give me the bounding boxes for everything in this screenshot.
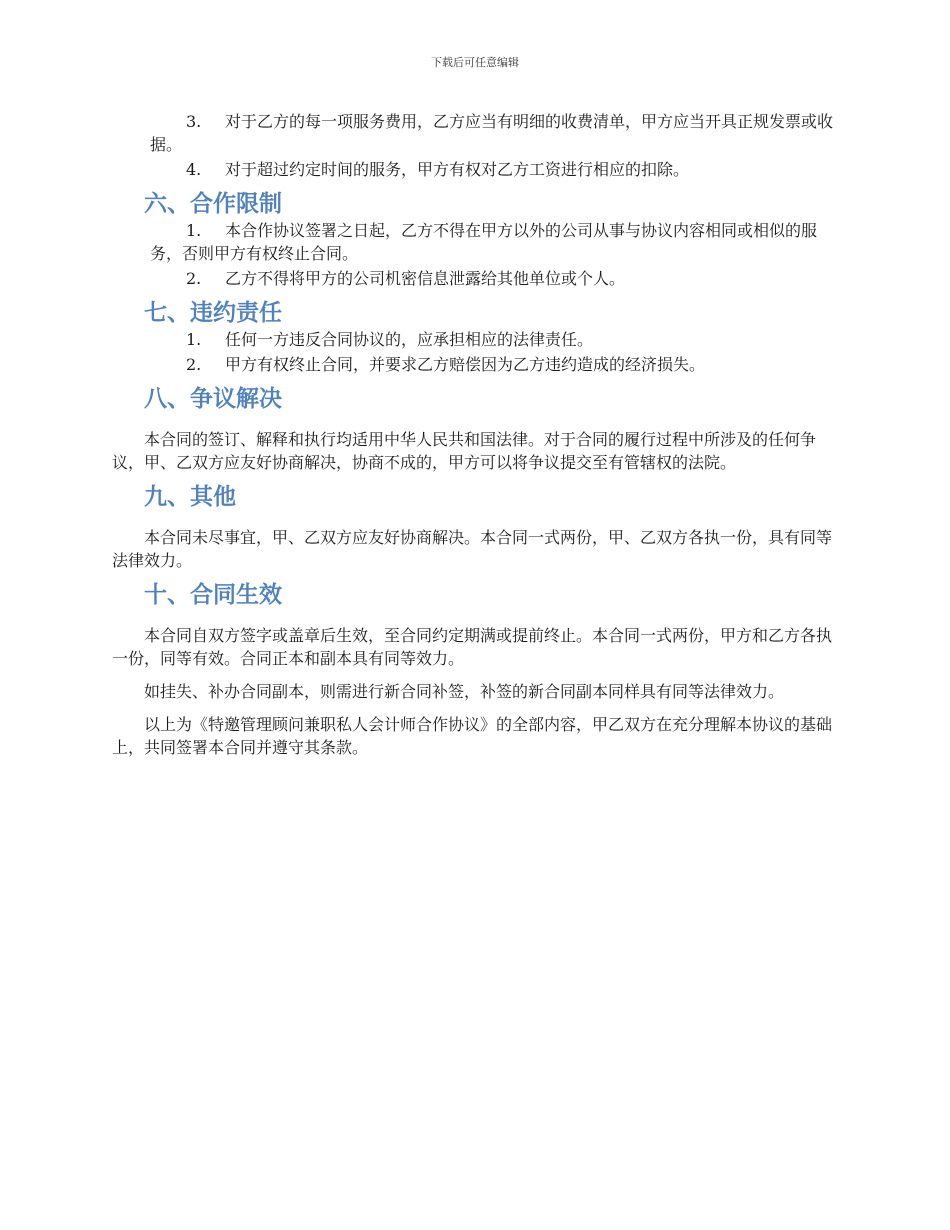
page-header: 下载后可任意编辑 (431, 56, 519, 69)
paragraph: 本合同自双方签字或盖章后生效，至合同约定期满或提前终止。本合同一式两份，甲方和乙方各执一份，同等有效。合同正本和副本具有同等效力。 (112, 626, 833, 668)
section-heading-breach-liability: 七、违约责任 (144, 300, 282, 326)
list-item: 1. 本合作协议签署之日起，乙方不得在甲方以外的公司从事与协议内容相同或相似的服务，否则甲方有权终止合同。 (150, 221, 818, 263)
list-item-text: 乙方不得将甲方的公司机密信息泄露给其他单位或个人。 (225, 269, 626, 288)
list-item-text: 对于超过约定时间的服务，甲方有权对乙方工资进行相应的扣除。 (225, 160, 690, 179)
list-item: 2. 乙方不得将甲方的公司机密信息泄露给其他单位或个人。 (186, 269, 626, 288)
paragraph: 本合同的签订、解释和执行均适用中华人民共和国法律。对于合同的履行过程中所涉及的任何争议，甲、乙双方应友好协商解决，协商不成的，甲方可以将争议提交至有管辖权的法院。 (112, 430, 817, 472)
list-item: 4. 对于超过约定时间的服务，甲方有权对乙方工资进行相应的扣除。 (186, 160, 690, 179)
section-heading-dispute-resolution: 八、争议解决 (144, 386, 282, 412)
list-item-text: 本合作协议签署之日起，乙方不得在甲方以外的公司从事与协议内容相同或相似的服务，否则甲方有权终止合同。 (150, 221, 818, 263)
list-item: 3. 对于乙方的每一项服务费用，乙方应当有明细的收费清单，甲方应当开具正规发票或收据。 (150, 112, 834, 154)
paragraph: 如挂失、补办合同副本，则需进行新合同补签，补签的新合同副本同样具有同等法律效力。 (144, 682, 785, 701)
section-heading-contract-effectiveness: 十、合同生效 (144, 582, 282, 608)
document-body (112, 110, 840, 759)
list-item-text: 甲方有权终止合同，并要求乙方赔偿因为乙方违约造成的经济损失。 (225, 355, 706, 374)
list-item-text: 任何一方违反合同协议的，应承担相应的法律责任。 (225, 330, 594, 349)
section-heading-other: 九、其他 (144, 484, 236, 510)
list-item: 1. 任何一方违反合同协议的，应承担相应的法律责任。 (186, 330, 594, 349)
section-heading-cooperation-restrictions: 六、合作限制 (144, 191, 282, 217)
paragraph: 以上为《特邀管理顾问兼职私人会计师合作协议》的全部内容，甲乙双方在充分理解本协议的基础上，共同签署本合同并遵守其条款。 (112, 715, 833, 757)
paragraph: 本合同未尽事宜，甲、乙双方应友好协商解决。本合同一式两份，甲、乙双方各执一份，具有同等法律效力。 (112, 528, 833, 570)
list-item: 2. 甲方有权终止合同，并要求乙方赔偿因为乙方违约造成的经济损失。 (186, 355, 706, 374)
list-item-text: 对于乙方的每一项服务费用，乙方应当有明细的收费清单，甲方应当开具正规发票或收据。 (150, 112, 834, 154)
